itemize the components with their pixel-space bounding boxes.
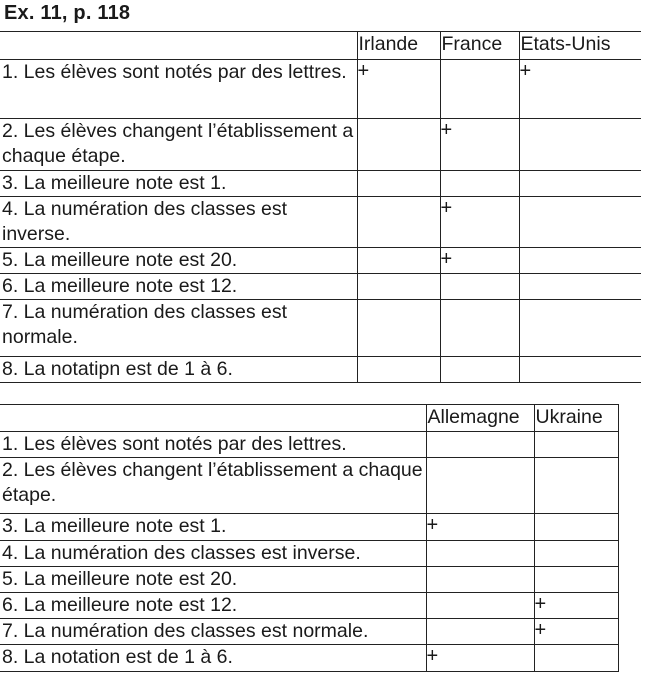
header-empty-cell <box>0 405 426 432</box>
mark-cell <box>519 119 641 171</box>
mark-cell: + <box>534 593 618 619</box>
row-label: 4. La numération des classes est inverse. <box>0 197 357 248</box>
table-row <box>0 567 618 593</box>
mark-cell: + <box>426 514 534 541</box>
mark-cell: + <box>534 619 618 645</box>
table-row <box>0 593 618 619</box>
table-row <box>0 197 641 248</box>
row-label: 6. La meilleure note est 12. <box>0 593 426 619</box>
mark-cell <box>426 458 534 514</box>
row-label: 1. Les élèves sont notés par des lettres. <box>0 60 357 119</box>
mark-cell <box>426 619 534 645</box>
mark-cell <box>440 171 519 197</box>
row-label: 6. La meilleure note est 12. <box>0 274 357 300</box>
table-header-row <box>0 32 641 60</box>
mark-cell <box>534 432 618 458</box>
table-row <box>0 541 618 567</box>
country-table-1 <box>0 31 641 383</box>
header-france: France <box>440 32 519 60</box>
country-table-2 <box>0 404 619 672</box>
table-row <box>0 119 641 171</box>
mark-cell <box>519 357 641 383</box>
mark-cell: + <box>519 60 641 119</box>
table-row <box>0 171 641 197</box>
mark-cell <box>534 541 618 567</box>
header-etats-unis: Etats-Unis <box>519 32 641 60</box>
table-row <box>0 274 641 300</box>
mark-cell <box>440 60 519 119</box>
mark-cell <box>357 357 440 383</box>
exercise-title: Ex. 11, p. 118 <box>4 2 131 24</box>
mark-cell <box>519 248 641 274</box>
mark-cell <box>519 300 641 357</box>
row-label: 2. Les élèves changent l’établissement a chaque étape. <box>0 458 426 514</box>
table-row <box>0 645 618 672</box>
row-label: 7. La numération des classes est normale. <box>0 300 357 357</box>
row-label: 5. La meilleure note est 20. <box>0 567 426 593</box>
mark-cell: + <box>426 645 534 672</box>
row-label: 3. La meilleure note est 1. <box>0 171 357 197</box>
mark-cell <box>534 645 618 672</box>
mark-cell <box>357 197 440 248</box>
mark-cell <box>357 248 440 274</box>
row-label: 1. Les élèves sont notés par des lettres. <box>0 432 426 458</box>
row-label: 4. La numération des classes est inverse. <box>0 541 426 567</box>
table-row <box>0 248 641 274</box>
mark-cell: + <box>440 197 519 248</box>
mark-cell <box>440 300 519 357</box>
mark-cell: + <box>357 60 440 119</box>
table-row <box>0 458 618 514</box>
mark-cell <box>426 432 534 458</box>
mark-cell <box>357 300 440 357</box>
mark-cell <box>357 274 440 300</box>
row-label: 5. La meilleure note est 20. <box>0 248 357 274</box>
mark-cell: + <box>440 119 519 171</box>
row-label: 2. Les élèves changent l’établissement a chaque étape. <box>0 119 357 171</box>
mark-cell <box>519 197 641 248</box>
mark-cell <box>357 171 440 197</box>
mark-cell <box>426 593 534 619</box>
header-allemagne: Allemagne <box>426 405 534 432</box>
table-row <box>0 357 641 383</box>
mark-cell <box>534 458 618 514</box>
header-ukraine: Ukraine <box>534 405 618 432</box>
row-label: 8. La notatipn est de 1 à 6. <box>0 357 357 383</box>
row-label: 7. La numération des classes est normale. <box>0 619 426 645</box>
header-empty-cell <box>0 32 357 60</box>
header-irlande: Irlande <box>357 32 440 60</box>
table-row <box>0 514 618 541</box>
mark-cell <box>534 567 618 593</box>
row-label: 8. La notation est de 1 à 6. <box>0 645 426 672</box>
mark-cell <box>519 171 641 197</box>
table-row <box>0 300 641 357</box>
mark-cell: + <box>440 248 519 274</box>
mark-cell <box>519 274 641 300</box>
mark-cell <box>426 567 534 593</box>
mark-cell <box>426 541 534 567</box>
mark-cell <box>357 119 440 171</box>
mark-cell <box>440 357 519 383</box>
row-label: 3. La meilleure note est 1. <box>0 514 426 541</box>
table-row <box>0 619 618 645</box>
mark-cell <box>534 514 618 541</box>
table-header-row <box>0 405 618 432</box>
table-row <box>0 432 618 458</box>
mark-cell <box>440 274 519 300</box>
table-row <box>0 60 641 119</box>
